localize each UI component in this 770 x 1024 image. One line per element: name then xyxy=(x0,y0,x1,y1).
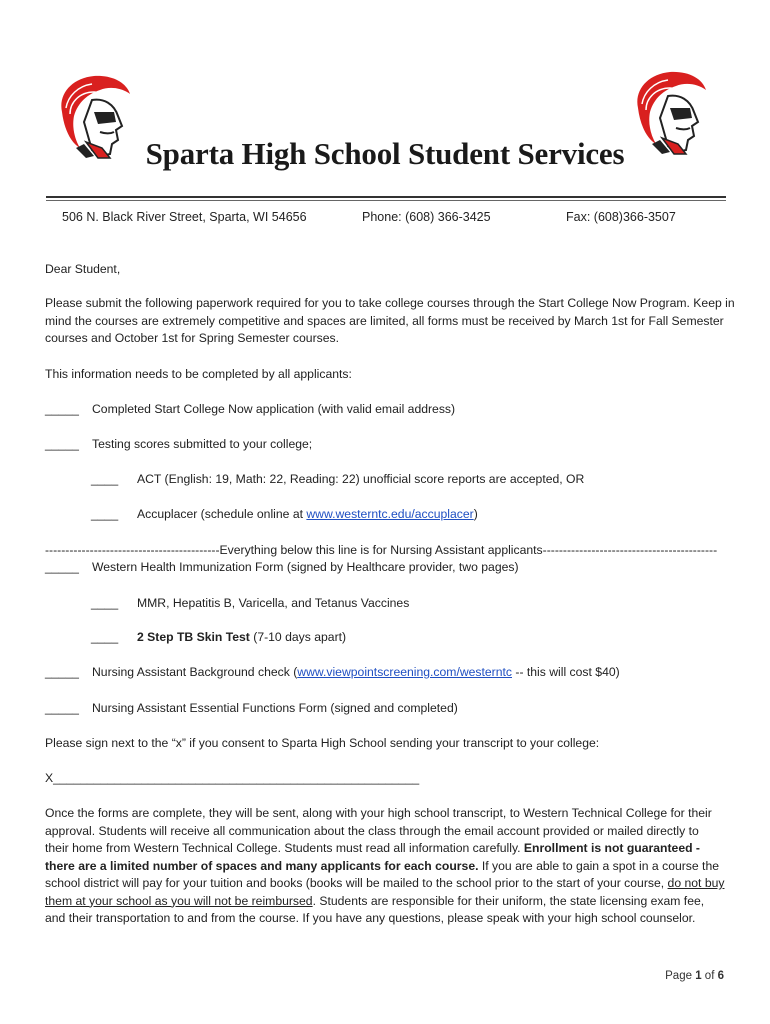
page-word: Page xyxy=(665,970,696,982)
accuplacer-link[interactable]: www.westerntc.edu/accuplacer xyxy=(306,507,474,521)
closing-text-1: Once the forms are complete, they will be sent, along with your high school transcript, to Western Technical College for their approval. Students will receive all communication about the class through the email account provided or mailed directly to their home from Western Technical College. Students must read all information carefully. xyxy=(45,806,712,855)
closing-text-3: . Students are responsible for their uniform, the state licensing exam fee, and their transportation to and from the course. If you have any questions, please speak with your high school counselor. xyxy=(45,893,705,925)
checkbox-blank[interactable]: _____ xyxy=(45,560,79,574)
item-text-end: -- this will cost $40) xyxy=(512,665,620,679)
checklist-item-essential xyxy=(45,701,458,715)
item-text: Western Health Immunization Form (signed by Healthcare provider, two pages) xyxy=(92,560,519,574)
viewpoint-link[interactable]: www.viewpointscreening.com/westerntc xyxy=(297,665,512,679)
checkbox-blank[interactable]: ____ xyxy=(91,630,119,644)
page-number xyxy=(665,970,724,982)
checklist-subitem-tb xyxy=(91,630,347,644)
item-text: Nursing Assistant Background check ( xyxy=(92,665,298,679)
checkbox-blank[interactable]: ____ xyxy=(91,472,119,486)
nursing-divider: -------------------------------------------Everything below this line is for Nursing Assistant applicants------------------------------------------- xyxy=(45,543,718,557)
tb-test-bold: 2 Step TB Skin Test xyxy=(137,630,250,644)
checkbox-blank[interactable]: ____ xyxy=(91,507,119,521)
checkbox-blank[interactable]: _____ xyxy=(45,402,79,416)
closing-text-2: If you are able to gain a spot in a course the school district will pay for your tuition and books (books will be mailed to the school prior to the start of your course, xyxy=(45,858,720,890)
signature-line[interactable]: X______________________________________________________ xyxy=(45,771,420,785)
header-rule-thick xyxy=(46,196,726,198)
checkbox-blank[interactable]: _____ xyxy=(45,437,79,451)
intro-paragraph: Please submit the following paperwork required for you to take college courses through the Start College Now Program. Keep in mind the courses are extremely competitive and spaces are limited, all forms must be received by March 1st for Fall Semester courses and October 1st for Spring Semester courses. xyxy=(45,296,735,345)
checkbox-blank[interactable]: _____ xyxy=(45,701,79,715)
page-total: 6 xyxy=(717,970,724,982)
greeting: Dear Student, xyxy=(45,262,121,276)
school-fax: Fax: (608)366-3507 xyxy=(566,210,676,224)
page-title: Sparta High School Student Services xyxy=(145,136,625,171)
books-warning: do not buy them at your school as you will not be reimbursed xyxy=(45,876,725,908)
checkbox-blank[interactable]: ____ xyxy=(91,596,119,610)
checklist-item-immunization xyxy=(45,560,519,574)
item-text: Testing scores submitted to your college; xyxy=(92,437,313,451)
page-current: 1 xyxy=(695,970,702,982)
item-text: Nursing Assistant Essential Functions Form (signed and completed) xyxy=(92,701,458,715)
of-word: of xyxy=(701,970,718,982)
checklist-subitem-accuplacer xyxy=(91,507,478,521)
header-rule-thin xyxy=(46,200,726,201)
checklist-subitem-vaccines xyxy=(91,596,410,610)
item-text: Accuplacer (schedule online at xyxy=(137,507,307,521)
school-address: 506 N. Black River Street, Sparta, WI 54656 xyxy=(62,210,307,224)
checklist-item-background xyxy=(45,665,620,679)
checkbox-blank[interactable]: _____ xyxy=(45,665,79,679)
enrollment-warning: Enrollment is not guaranteed - there are a limited number of spaces and many applicants for each course. xyxy=(45,841,700,873)
item-text: MMR, Hepatitis B, Varicella, and Tetanus Vaccines xyxy=(137,596,410,610)
item-text-end: ) xyxy=(473,507,478,521)
closing-paragraph xyxy=(45,805,725,928)
item-text: Completed Start College Now application (with valid email address) xyxy=(92,402,456,416)
school-phone: Phone: (608) 366-3425 xyxy=(362,210,491,224)
item-text: (7-10 days apart) xyxy=(249,630,347,644)
checklist-item-application xyxy=(45,402,456,416)
requirements-heading: This information needs to be completed by all applicants: xyxy=(45,367,352,381)
checklist-subitem-act xyxy=(91,472,585,486)
consent-text: Please sign next to the “x” if you consent to Sparta High School sending your transcript to your college: xyxy=(45,736,600,750)
item-text: ACT (English: 19, Math: 22, Reading: 22) unofficial score reports are accepted, OR xyxy=(137,472,585,486)
checklist-item-testing xyxy=(45,437,313,451)
